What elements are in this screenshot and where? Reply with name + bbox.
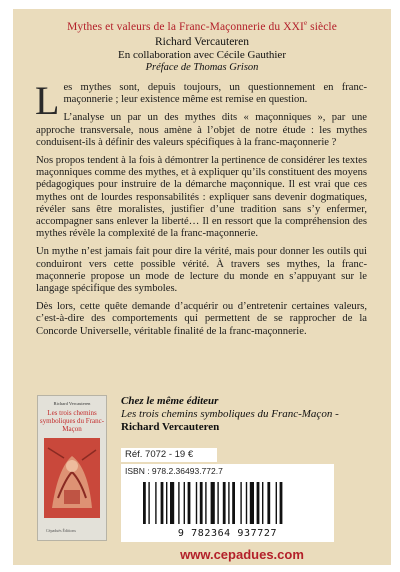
book-cover-artwork-icon	[44, 438, 100, 518]
back-cover	[13, 9, 391, 565]
related-book-reference: Les trois chemins symboliques du Franc-Maçon - Richard Vercauteren	[121, 408, 339, 433]
bottom-section	[37, 395, 382, 560]
header	[13, 19, 391, 73]
drop-cap: L	[35, 78, 60, 123]
related-book-cover	[37, 395, 107, 541]
paragraph-2: L’analyse un par un des mythes dits « maçonniques », par une approche transversale, nous amène à l’objet de notre étude : les mythes conduisent-ils à définir des valeurs spécifiques à la franc-maçonnerie ?	[36, 112, 367, 148]
publisher-website-link[interactable]: www.cepadues.com	[180, 547, 304, 562]
paragraph-5: Dès lors, cette quête demande d’acquérir ou d’entretenir certaines valeurs, c’est-à-dire des comportements qui permettent de se rapprocher de la Concorde Universelle, véritable finalité de la franc-maçonnerie.	[36, 301, 367, 337]
series-title: Mythes et valeurs de la Franc-Maçonnerie du XXIe siècle	[67, 19, 337, 33]
paragraph-3: Nos propos tendent à la fois à démontrer la pertinence de considérer les textes maçonniques comme des mythes, et à expliquer qu’ils constituent des moyens pédagogiques pour instruire de la démarche maçonnique. Il est vrai que ces mythes ont de lourdes responsabilités : expliquer sans devenir dogmatiques, révéler sans être moralistes, justifier d’une tradition sans s’y enfermer, accompagner sans enlever la liberté… Il en ressort que la compréhension des mythes révèle la complexité de la franc-maçonnerie.	[36, 155, 367, 240]
barcode	[121, 478, 334, 542]
isbn-label: ISBN : 978.2.36493.772.7	[121, 464, 334, 478]
same-publisher-heading: Chez le même éditeur	[121, 395, 219, 407]
preface-line: Préface de Thomas Grison	[145, 61, 259, 73]
same-publisher-block	[121, 395, 376, 434]
collaboration-line: En collaboration avec Cécile Gauthier	[118, 48, 286, 61]
barcode-bars-icon	[121, 478, 334, 528]
author-name: Richard Vercauteren	[155, 35, 249, 48]
book-cover-publisher: Cépaduès Éditions	[46, 528, 76, 533]
paragraph-4: Un mythe n’est jamais fait pour dire la vérité, mais pour donner les outils qui conduiront vers cette possible vérité. À travers ses mythes, la franc-maçonnerie propose un mode de lecture du monde en s’appuyant sur le langage spécifique des symboles.	[36, 246, 367, 295]
book-cover-title: Les trois chemins symboliques du Franc-Maçon	[39, 409, 105, 433]
back-cover-text	[35, 78, 367, 344]
paragraph-1: Les mythes sont, depuis toujours, un questionnement en franc-maçonnerie ; leur existence même est remise en question.	[35, 78, 367, 123]
price-reference: Réf. 7072 - 19 €	[121, 448, 217, 462]
book-cover-author: Richard Vercauteren	[53, 401, 91, 406]
barcode-number: 9 782364 937727	[177, 528, 278, 539]
